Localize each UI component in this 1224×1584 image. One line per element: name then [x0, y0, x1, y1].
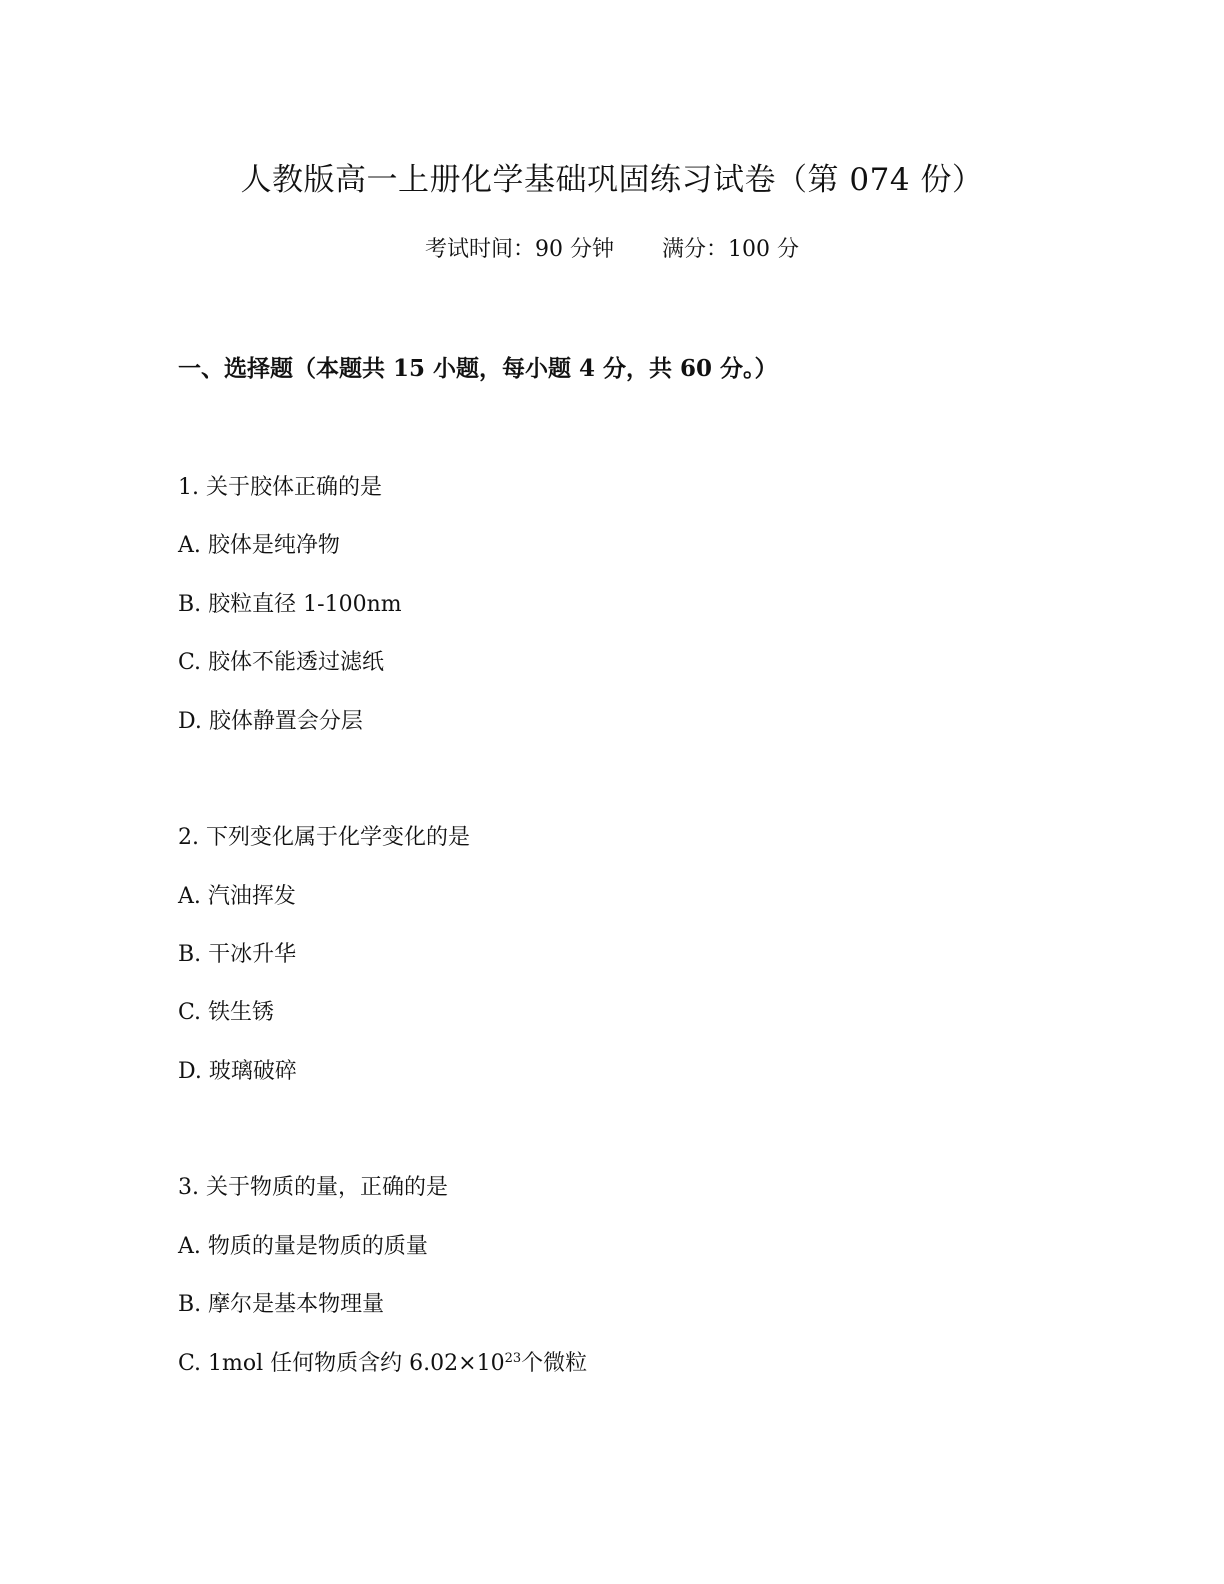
- question-2-stem: 2. 下列变化属于化学变化的是: [178, 825, 470, 850]
- exam-time: 考试时间：90 分钟: [425, 237, 614, 262]
- question-1-stem: 1. 关于胶体正确的是: [178, 475, 382, 500]
- question-2-option-a: A. 汽油挥发: [178, 884, 296, 909]
- full-score: 满分：100 分: [662, 237, 799, 262]
- section-heading: 一、选择题（本题共 15 小题，每小题 4 分，共 60 分。）: [178, 355, 778, 382]
- question-3-option-b: B. 摩尔是基本物理量: [178, 1292, 385, 1317]
- question-3-option-c-suffix: 个微粒: [521, 1351, 588, 1376]
- question-2-option-d: D. 玻璃破碎: [178, 1059, 297, 1084]
- question-2-option-c: C. 铁生锈: [178, 1000, 275, 1025]
- question-3-option-c-exponent: 23: [504, 1351, 522, 1366]
- question-3-option-c-text: C. 1mol 任何物质含约 6.02×10: [178, 1351, 505, 1376]
- question-1-option-b: B. 胶粒直径 1-100nm: [178, 592, 402, 617]
- question-3-stem: 3. 关于物质的量，正确的是: [178, 1175, 448, 1200]
- question-3-option-a: A. 物质的量是物质的质量: [178, 1234, 428, 1259]
- question-1-option-c: C. 胶体不能透过滤纸: [178, 650, 385, 675]
- exam-info: [0, 234, 1224, 266]
- page-title: 人教版高一上册化学基础巩固练习试卷（第 074 份）: [240, 162, 984, 198]
- question-3-option-c: [178, 1348, 587, 1380]
- question-1-option-a: A. 胶体是纯净物: [178, 533, 340, 558]
- question-2-option-b: B. 干冰升华: [178, 942, 297, 967]
- question-1-option-d: D. 胶体静置会分层: [178, 709, 363, 734]
